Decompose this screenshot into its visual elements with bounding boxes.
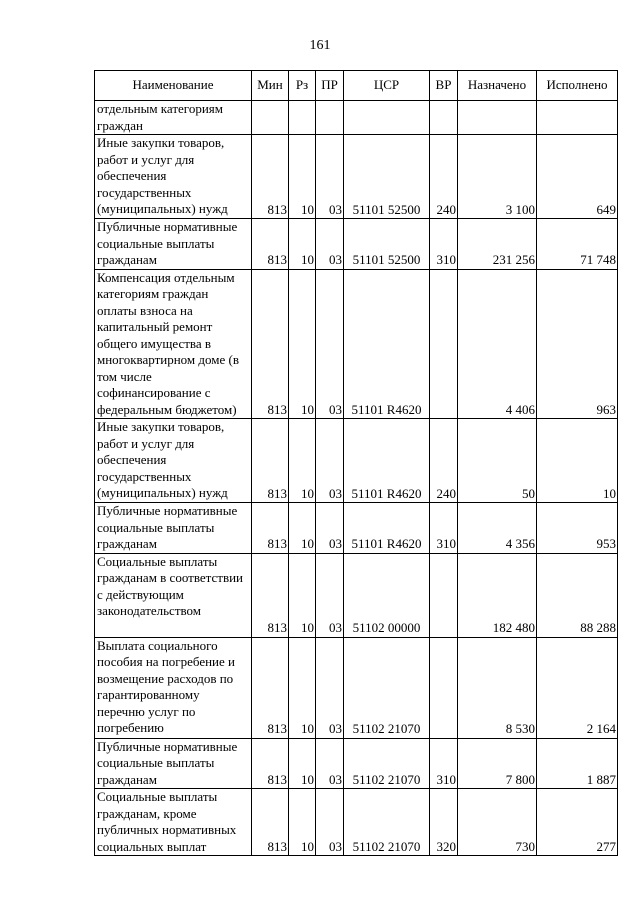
cell-rz: 10 — [289, 738, 316, 789]
table-row — [95, 553, 618, 637]
cell-name: Публичные нормативные социальные выплаты гражданам — [95, 738, 252, 789]
table-row — [95, 637, 618, 738]
cell-min: 813 — [252, 637, 289, 738]
cell-pr: 03 — [316, 135, 344, 219]
cell-executed: 1 887 — [537, 738, 618, 789]
cell-vr: 310 — [430, 503, 458, 554]
cell-name: Выплата социального пособия на погребение и возмещение расходов по гарантированному перечню услуг по погребению — [95, 637, 252, 738]
cell-csr: 51101 52500 — [344, 135, 430, 219]
cell-pr: 03 — [316, 503, 344, 554]
table-row — [95, 419, 618, 503]
col-header-min: Мин — [252, 71, 289, 101]
cell-rz: 10 — [289, 219, 316, 270]
col-header-executed: Исполнено — [537, 71, 618, 101]
cell-assigned: 182 480 — [458, 553, 537, 637]
table-row — [95, 503, 618, 554]
cell-csr: 51102 21070 — [344, 637, 430, 738]
table-row — [95, 135, 618, 219]
cell-rz: 10 — [289, 269, 316, 419]
cell-min: 813 — [252, 553, 289, 637]
budget-table — [94, 70, 618, 856]
cell-executed: 649 — [537, 135, 618, 219]
cell-vr: 240 — [430, 135, 458, 219]
cell-min — [252, 101, 289, 135]
cell-name: отдельным категориям граждан — [95, 101, 252, 135]
cell-assigned: 730 — [458, 789, 537, 856]
cell-pr — [316, 101, 344, 135]
col-header-rz: Рз — [289, 71, 316, 101]
cell-csr: 51101 52500 — [344, 219, 430, 270]
cell-csr: 51102 00000 — [344, 553, 430, 637]
col-header-vr: ВР — [430, 71, 458, 101]
cell-name: Компенсация отдельным категориям граждан оплаты взноса на капитальный ремонт общего имущества в многоквартирном доме (в том числе софинансирование с федеральным бюджетом) — [95, 269, 252, 419]
table-row — [95, 789, 618, 856]
cell-rz: 10 — [289, 419, 316, 503]
cell-rz: 10 — [289, 789, 316, 856]
cell-min: 813 — [252, 503, 289, 554]
cell-executed: 88 288 — [537, 553, 618, 637]
cell-vr: 310 — [430, 738, 458, 789]
cell-pr: 03 — [316, 637, 344, 738]
cell-vr — [430, 269, 458, 419]
cell-min: 813 — [252, 269, 289, 419]
cell-executed: 963 — [537, 269, 618, 419]
table-row — [95, 219, 618, 270]
table-header-row — [95, 71, 618, 101]
col-header-assigned: Назначено — [458, 71, 537, 101]
cell-assigned: 3 100 — [458, 135, 537, 219]
cell-name: Социальные выплаты гражданам в соответствии с действующим законодательством — [95, 553, 252, 637]
table-row — [95, 269, 618, 419]
cell-rz: 10 — [289, 503, 316, 554]
cell-csr: 51102 21070 — [344, 789, 430, 856]
cell-assigned: 8 530 — [458, 637, 537, 738]
cell-name: Публичные нормативные социальные выплаты гражданам — [95, 219, 252, 270]
cell-executed: 277 — [537, 789, 618, 856]
cell-pr: 03 — [316, 269, 344, 419]
cell-rz: 10 — [289, 553, 316, 637]
cell-vr: 320 — [430, 789, 458, 856]
cell-vr — [430, 637, 458, 738]
cell-csr — [344, 101, 430, 135]
cell-pr: 03 — [316, 738, 344, 789]
col-header-csr: ЦСР — [344, 71, 430, 101]
cell-vr — [430, 101, 458, 135]
cell-csr: 51102 21070 — [344, 738, 430, 789]
cell-pr: 03 — [316, 789, 344, 856]
cell-csr: 51101 R4620 — [344, 269, 430, 419]
cell-csr: 51101 R4620 — [344, 419, 430, 503]
cell-min: 813 — [252, 135, 289, 219]
cell-assigned: 7 800 — [458, 738, 537, 789]
cell-name: Иные закупки товаров, работ и услуг для обеспечения государственных (муниципальных) нужд — [95, 135, 252, 219]
cell-vr: 310 — [430, 219, 458, 270]
cell-assigned: 231 256 — [458, 219, 537, 270]
cell-executed: 71 748 — [537, 219, 618, 270]
cell-executed: 2 164 — [537, 637, 618, 738]
cell-executed: 10 — [537, 419, 618, 503]
cell-vr: 240 — [430, 419, 458, 503]
cell-executed — [537, 101, 618, 135]
cell-min: 813 — [252, 219, 289, 270]
cell-assigned — [458, 101, 537, 135]
col-header-pr: ПР — [316, 71, 344, 101]
cell-rz: 10 — [289, 135, 316, 219]
cell-rz — [289, 101, 316, 135]
cell-pr: 03 — [316, 419, 344, 503]
table-row — [95, 738, 618, 789]
cell-assigned: 4 356 — [458, 503, 537, 554]
cell-name: Иные закупки товаров, работ и услуг для обеспечения государственных (муниципальных) нужд — [95, 419, 252, 503]
cell-name: Публичные нормативные социальные выплаты гражданам — [95, 503, 252, 554]
cell-pr: 03 — [316, 219, 344, 270]
cell-vr — [430, 553, 458, 637]
cell-name: Социальные выплаты гражданам, кроме публичных нормативных социальных выплат — [95, 789, 252, 856]
cell-csr: 51101 R4620 — [344, 503, 430, 554]
cell-min: 813 — [252, 738, 289, 789]
col-header-name: Наименование — [95, 71, 252, 101]
cell-rz: 10 — [289, 637, 316, 738]
cell-pr: 03 — [316, 553, 344, 637]
page-number: 161 — [309, 38, 331, 53]
table-row — [95, 101, 618, 135]
cell-executed: 953 — [537, 503, 618, 554]
cell-min: 813 — [252, 419, 289, 503]
cell-assigned: 50 — [458, 419, 537, 503]
cell-min: 813 — [252, 789, 289, 856]
cell-assigned: 4 406 — [458, 269, 537, 419]
